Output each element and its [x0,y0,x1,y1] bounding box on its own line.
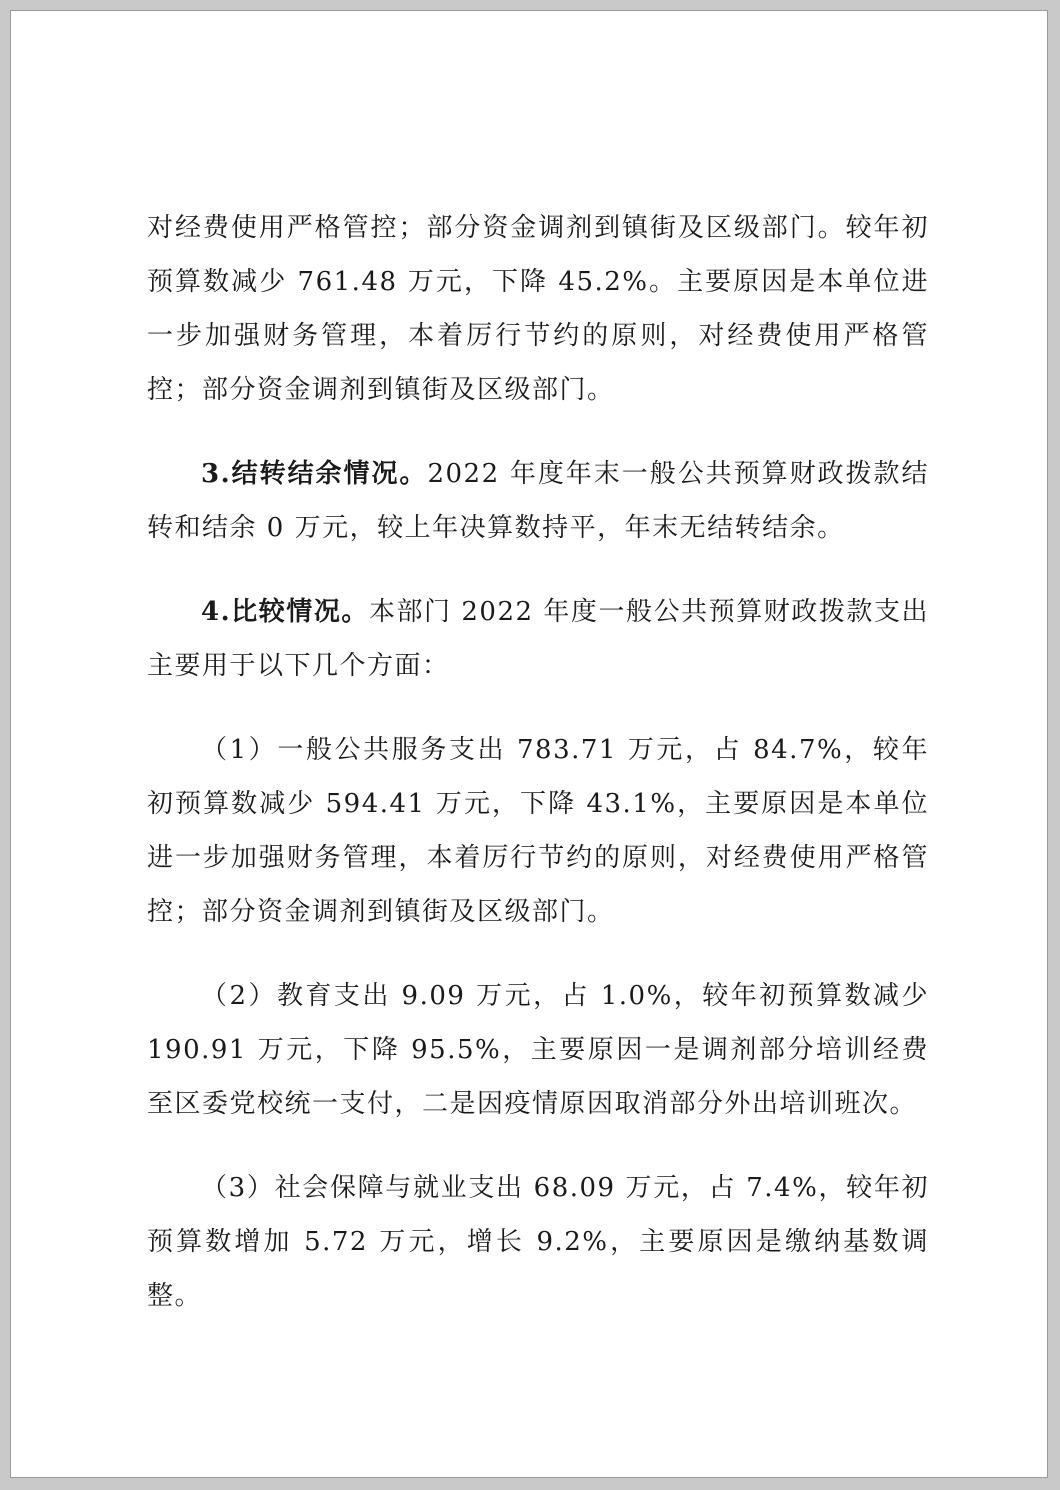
paragraph-item-2 [147,969,929,1131]
paragraph-carryover-balance [147,447,929,555]
paragraph-text: （2）教育支出 9.09 万元，占 1.0%，较年初预算数减少 190.91 万元，下降 95.5%，主要原因一是调剂部分培训经费至区委党校统一支付，二是因疫情原因取消部分外出培训班次。 [147,981,929,1119]
paragraph-item-1 [147,723,929,939]
paragraph-text: （3）社会保障与就业支出 68.09 万元，占 7.4%，较年初预算数增加 5.72 万元，增长 9.2%，主要原因是缴纳基数调整。 [147,1173,929,1311]
paragraph-text: 本部门 2022 年度一般公共预算财政拨款支出主要用于以下几个方面： [147,597,929,681]
paragraph-text: 对经费使用严格管控；部分资金调剂到镇街及区级部门。较年初预算数减少 761.48 万元，下降 45.2%。主要原因是本单位进一步加强财务管理，本着厉行节约的原则，对经费使用严格管控；部分资金调剂到镇街及区级部门。 [147,213,929,405]
paragraph-continuation [147,201,929,417]
paragraph-text: 2022 年度年末一般公共预算财政拨款结转和结余 0 万元，较上年决算数持平，年末无结转结余。 [147,459,929,543]
section-heading-comparison: 4.比较情况。 [201,597,369,627]
document-body [147,201,929,1353]
section-heading-carryover: 3.结转结余情况。 [201,459,428,489]
paragraph-comparison [147,585,929,693]
paragraph-text: （1）一般公共服务支出 783.71 万元，占 84.7%，较年初预算数减少 594.41 万元，下降 43.1%，主要原因是本单位进一步加强财务管理，本着厉行节约的原则，对经费使用严格管控；部分资金调剂到镇街及区级部门。 [147,735,929,927]
document-page [10,10,1048,1478]
paragraph-item-3 [147,1161,929,1323]
